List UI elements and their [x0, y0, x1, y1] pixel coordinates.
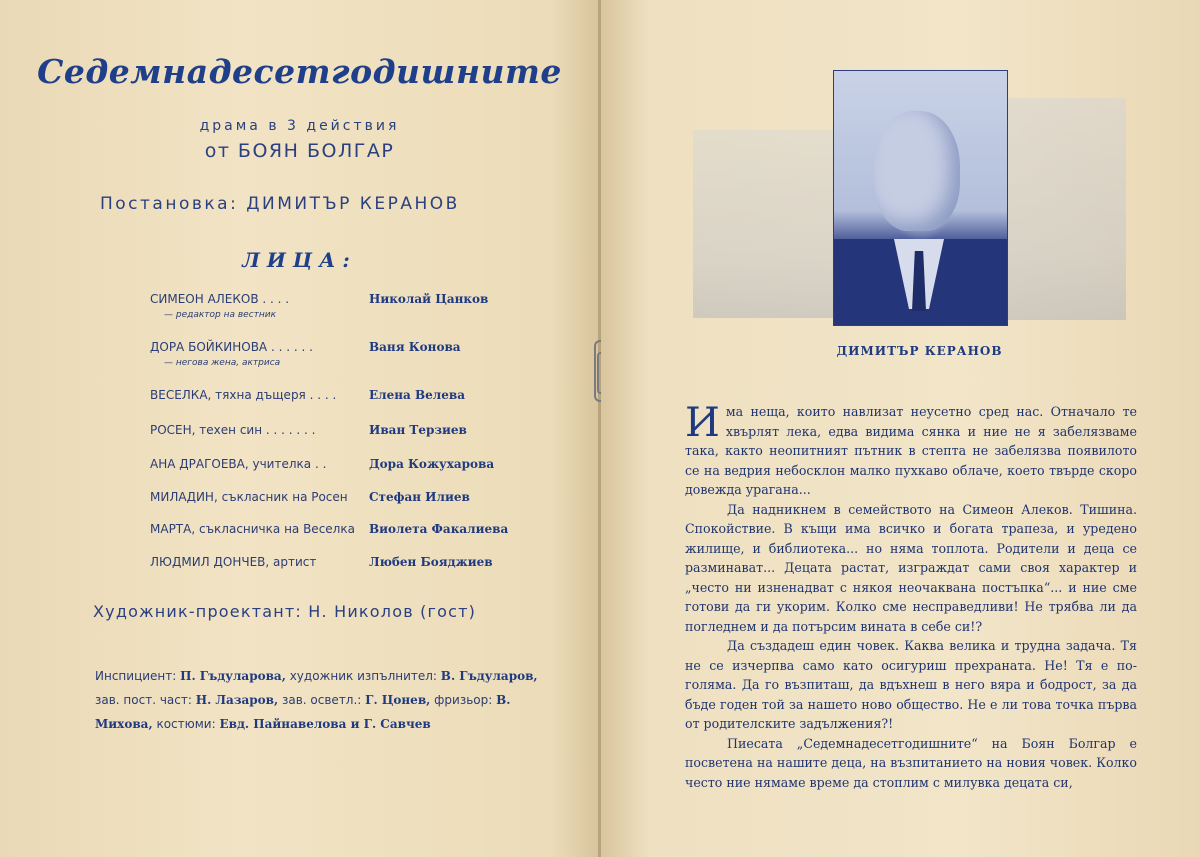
play-title: Седемнадесетгодишните: [37, 52, 562, 91]
cast-role: ЛЮДМИЛ ДОНЧЕВ, артист: [150, 555, 317, 569]
cast-role: МИЛАДИН, съкласник на Росен: [150, 490, 348, 504]
paragraph-text: ма неща, които навлизат неусетно сред нас. Отначало те хвърлят лека, едва видима сянка и ние не я забелязваме така, както неопитният пътник в степта не забелязва появилото се на ведрия небосклон малко пухкаво облаче, което твърде скоро довежда урагана...: [685, 404, 1137, 497]
cast-actor: Дора Кожухарова: [369, 457, 495, 471]
cast-role: РОСЕН, техен син . . . . . . .: [150, 423, 316, 437]
portrait-face: [874, 111, 960, 231]
cast-role: ВЕСЕЛКА, тяхна дъщеря . . . .: [150, 388, 337, 402]
credit-label: зав. осветл.:: [278, 693, 366, 707]
drop-cap: И: [685, 400, 720, 446]
article-paragraph: [685, 402, 1137, 500]
cast-role-note: — негова жена, актриса: [164, 358, 281, 368]
cast-role-note: — редактор на вестник: [164, 310, 277, 320]
play-subtitle: драма в 3 действия: [199, 118, 400, 134]
cast-actor: Ваня Конова: [369, 340, 461, 354]
right-page: [601, 0, 1200, 857]
cast-actor: Стефан Илиев: [369, 490, 470, 504]
portrait-caption: ДИМИТЪР КЕРАНОВ: [836, 344, 1003, 358]
credit-name: В. Гъдуларов,: [440, 669, 538, 683]
director-portrait-image: [833, 70, 1008, 326]
cast-role: АНА ДРАГОЕВА, учителка . .: [150, 457, 327, 471]
left-page: [0, 0, 599, 857]
credit-label: костюми:: [152, 717, 220, 731]
faded-portrait-image: [693, 130, 833, 318]
cast-row: [150, 490, 510, 514]
credit-label: художник изпълнител:: [285, 669, 441, 683]
cast-row: [150, 522, 510, 546]
credit-name: В. Михова,: [95, 693, 511, 731]
crew-credits: [95, 664, 540, 736]
faded-portrait-image: [1006, 98, 1126, 320]
director-credit: Постановка: ДИМИТЪР КЕРАНОВ: [100, 194, 460, 214]
credit-label: зав. пост. част:: [95, 693, 196, 707]
cast-role: МАРТА, съкласничка на Веселка: [150, 522, 355, 536]
credit-label: Инспициент:: [95, 669, 181, 683]
cast-row: [150, 340, 510, 368]
cast-actor: Николай Цанков: [369, 292, 489, 306]
cast-role: ДОРА БОЙКИНОВА . . . . . .: [150, 340, 313, 354]
play-author: от БОЯН БОЛГАР: [204, 140, 395, 162]
article-paragraph: Пиесата „Седемнадесетгодишните“ на Боян Болгар е посветена на нашите деца, на възпитанието на новия човек. Колко често ние нямаме време да стоплим с милувка децата си,: [685, 735, 1137, 790]
cast-actor: Любен Бояджиев: [369, 555, 493, 569]
cast-row: [150, 388, 510, 412]
article-body: [685, 402, 1137, 792]
credit-name: Н. Лазаров,: [195, 693, 279, 707]
cast-row: [150, 457, 510, 481]
credit-name: П. Гъдуларова,: [180, 669, 286, 683]
cast-role: СИМЕОН АЛЕКОВ . . . .: [150, 292, 290, 306]
cast-heading: ЛИЦА:: [242, 248, 357, 272]
article-paragraph: Да създадеш един човек. Каква велика и трудна задача. Тя не се изчерпва само като осигуриш прехраната. Не! Тя е по-голяма. Да го възпиташ, да вдъхнеш в него вяра и бодрост, за да бъде годен той за нашето ново общество. Не е ли това точка първа от родителските задължения?!: [685, 638, 1137, 731]
credit-name: Г. Цонев,: [365, 693, 431, 707]
cast-actor: Елена Велева: [369, 388, 465, 402]
credit-label: фризьор:: [430, 693, 497, 707]
cast-actor: Иван Терзиев: [369, 423, 467, 437]
designer-credit: Художник-проектант: Н. Николов (гост): [93, 602, 477, 621]
credit-name: Евд. Пайнавелова и Г. Савчев: [219, 717, 431, 731]
cast-row: [150, 555, 510, 579]
cast-row: [150, 423, 510, 447]
article-paragraph: Да надникнем в семейството на Симеон Алеков. Тишина. Спокойствие. В къщи има всичко и богата трапеза, и уредено жилище, и библиотека... но няма топлота. Родители и деца се разминават... Децата растат, изграждат сами своя характер и „често ни изненадват с някоя неочаквана постъпка“... и ние сме готови да ги укорим. Колко сме несправедливи! Не трябва ли да погледнем и да потърсим вината в себе си!?: [685, 501, 1137, 634]
cast-actor: Виолета Факалиева: [369, 522, 509, 536]
cast-row: [150, 292, 510, 320]
